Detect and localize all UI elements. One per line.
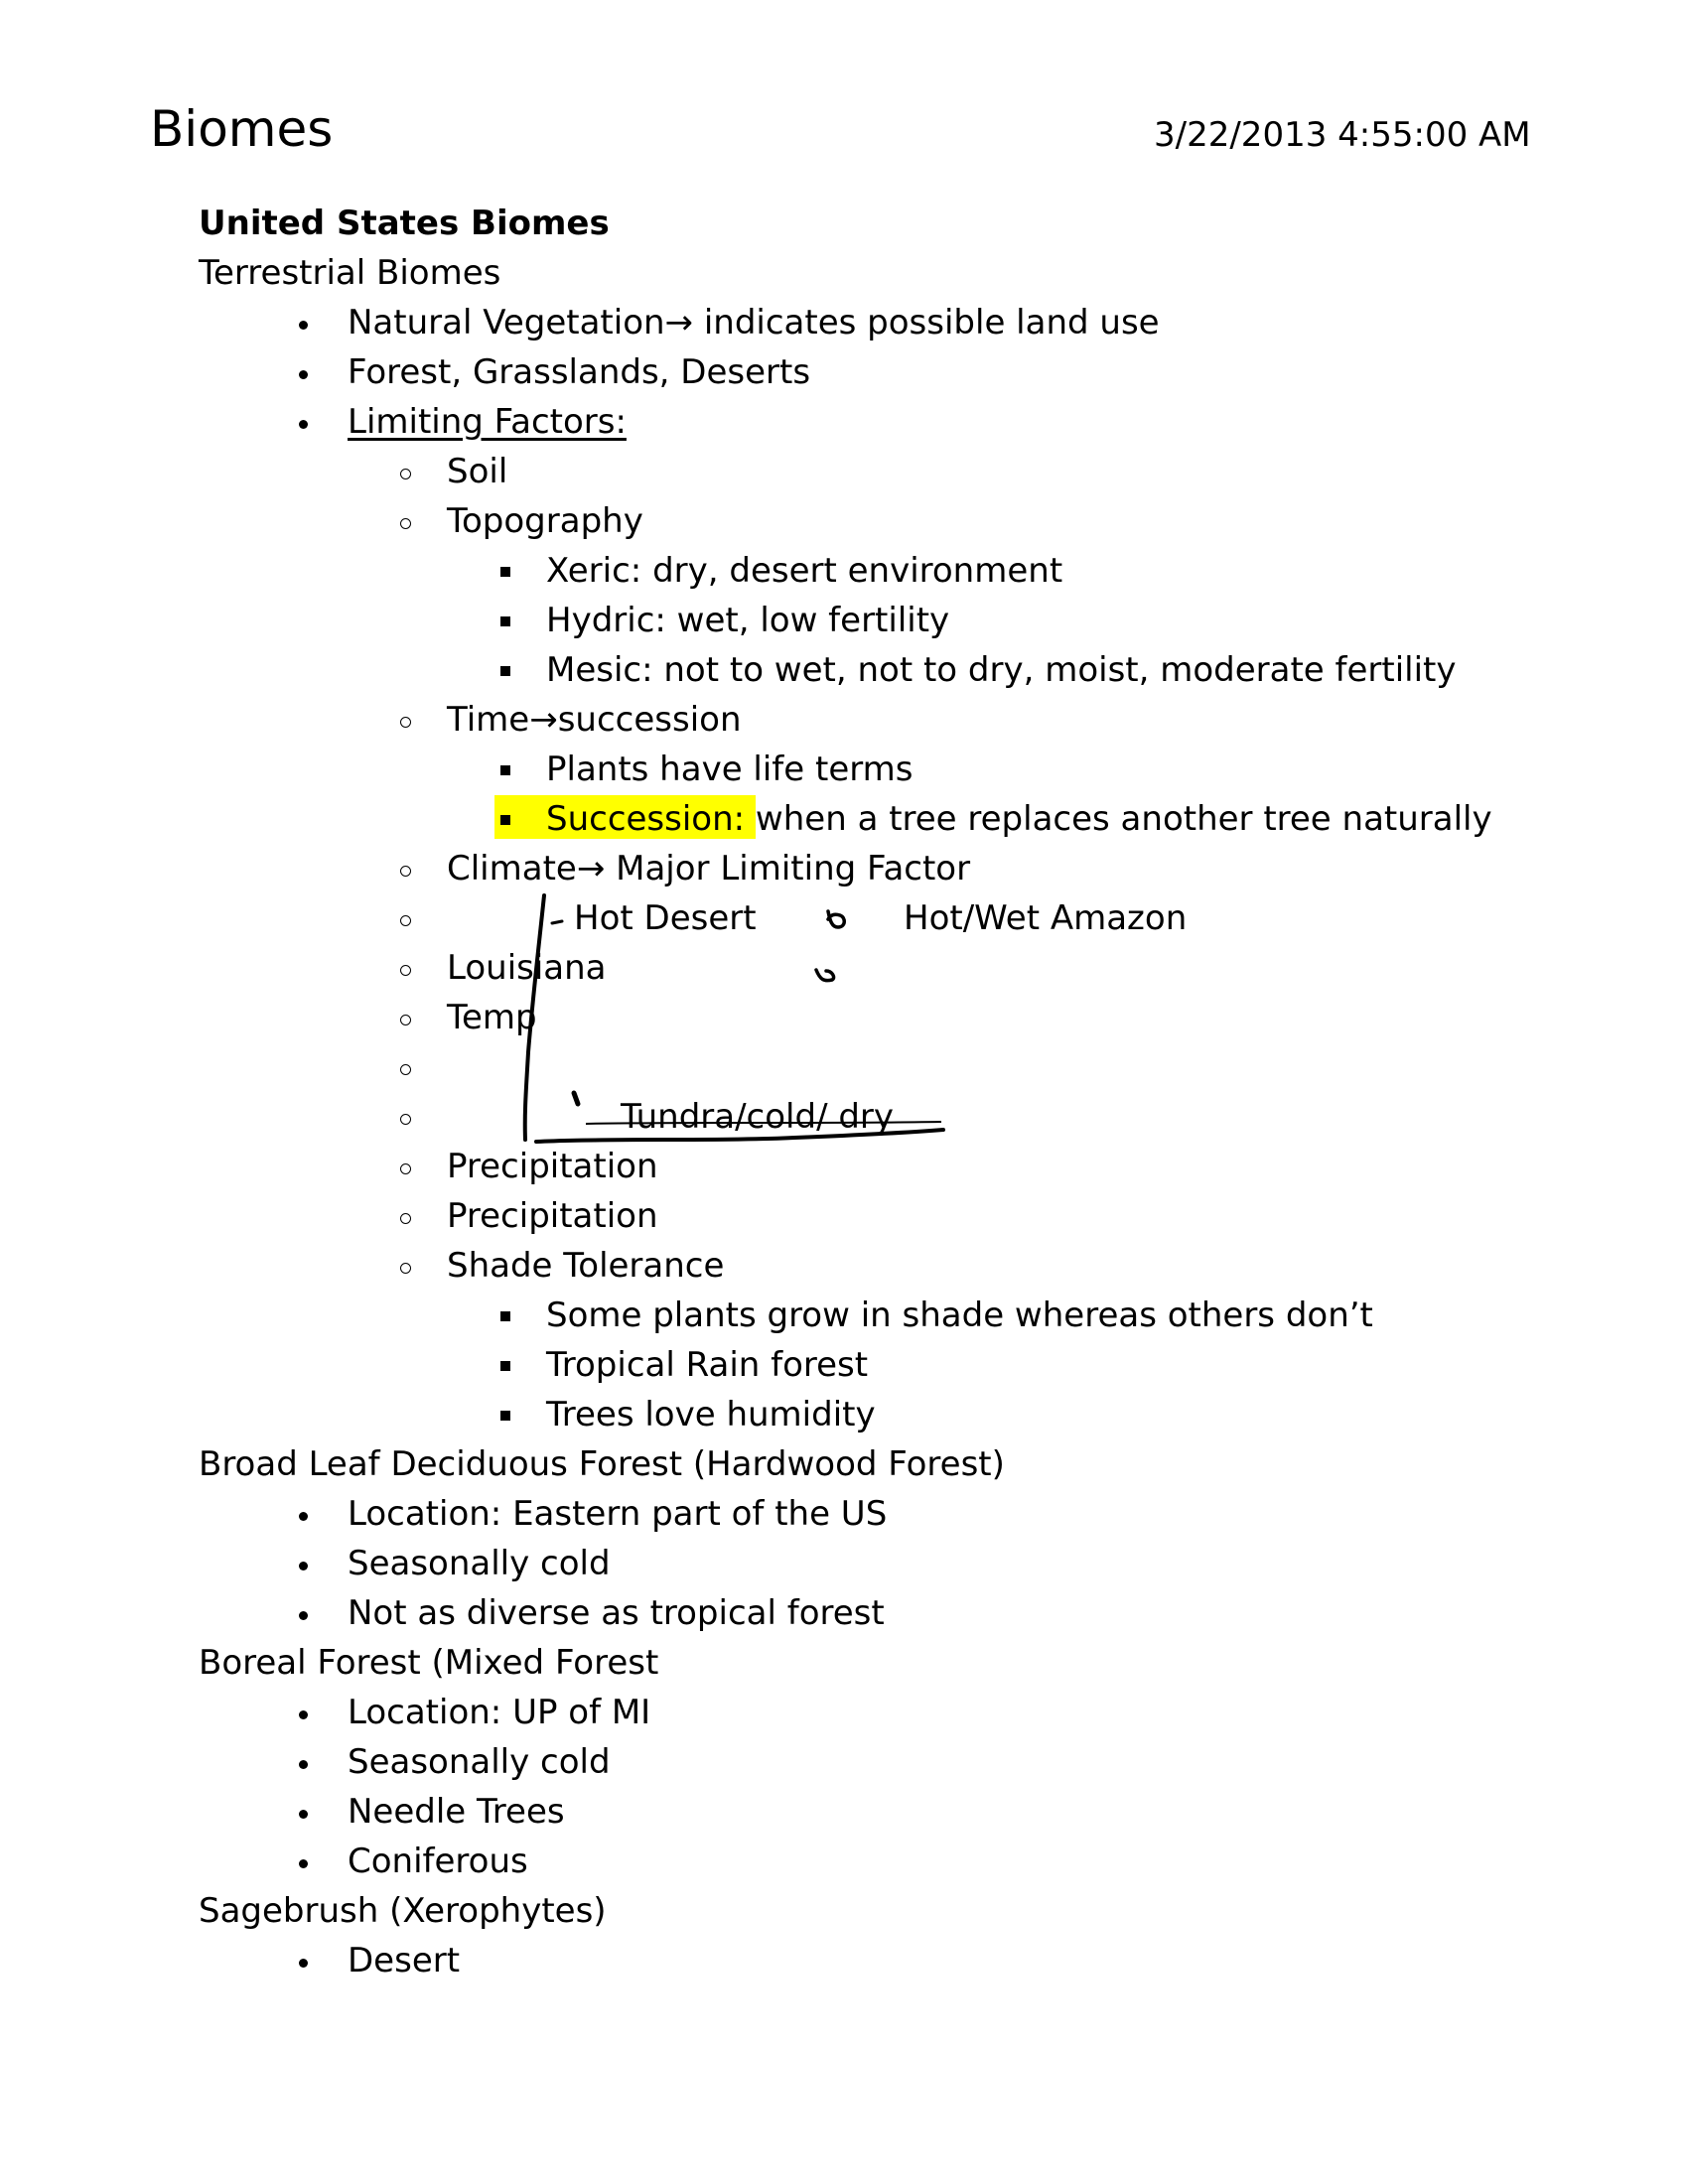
list-item: Natural Vegetation→ indicates possible land use xyxy=(348,303,1160,342)
bullet-disc xyxy=(299,1710,308,1719)
graph-label-hot-wet: Hot/Wet Amazon xyxy=(904,898,1188,938)
graph-label-tundra: Tundra/cold/ dry xyxy=(621,1097,895,1137)
highlighted-term: Succession: xyxy=(546,799,746,839)
bullet-circle xyxy=(400,1213,411,1224)
list-item: Temp xyxy=(447,998,537,1037)
list-item: Precipitation xyxy=(447,1196,658,1236)
graph-label-hot-desert: Hot Desert xyxy=(574,898,757,938)
bullet-square xyxy=(500,1311,510,1321)
list-item: Not as diverse as tropical forest xyxy=(348,1593,885,1633)
document-datetime: 3/22/2013 4:55:00 AM xyxy=(1154,115,1531,155)
list-item: Seasonally cold xyxy=(348,1742,611,1782)
bullet-disc xyxy=(299,1611,308,1620)
subheading-boreal: Boreal Forest (Mixed Forest xyxy=(199,1643,659,1683)
bullet-circle xyxy=(400,1163,411,1174)
list-item: Tropical Rain forest xyxy=(546,1345,869,1385)
bullet-square xyxy=(500,1361,510,1371)
bullet-square xyxy=(500,1411,510,1421)
list-item: Soil xyxy=(447,452,508,491)
list-item: Shade Tolerance xyxy=(447,1246,725,1286)
subheading-sagebrush: Sagebrush (Xerophytes) xyxy=(199,1891,607,1931)
list-item: Trees love humidity xyxy=(546,1395,876,1434)
list-item: Limiting Factors: xyxy=(348,402,627,442)
term-definition: when a tree replaces another tree naturally xyxy=(745,799,1492,839)
list-item: Time→succession xyxy=(447,700,742,740)
list-item: Hydric: wet, low fertility xyxy=(546,601,950,640)
list-item: Climate→ Major Limiting Factor xyxy=(447,849,971,888)
list-item: Location: UP of MI xyxy=(348,1693,651,1732)
list-item: Seasonally cold xyxy=(348,1544,611,1583)
subheading-broadleaf: Broad Leaf Deciduous Forest (Hardwood Forest) xyxy=(199,1444,1005,1484)
list-item: Some plants grow in shade whereas others don’t xyxy=(546,1296,1373,1335)
bullet-circle xyxy=(400,1263,411,1274)
bullet-disc xyxy=(299,1562,308,1570)
list-item: Plants have life terms xyxy=(546,750,914,789)
list-item: Mesic: not to wet, not to dry, moist, moderate fertility xyxy=(546,650,1457,690)
section-heading: United States Biomes xyxy=(199,204,610,243)
list-item: Desert xyxy=(348,1941,461,1980)
list-item: Precipitation xyxy=(447,1147,658,1186)
page-title: Biomes xyxy=(150,100,334,158)
bullet-disc xyxy=(299,1810,308,1819)
list-item: Xeric: dry, desert environment xyxy=(546,551,1063,591)
bullet-disc xyxy=(299,1512,308,1521)
list-item: Coniferous xyxy=(348,1842,528,1881)
bullet-disc xyxy=(299,1760,308,1769)
list-item: Topography xyxy=(447,501,643,541)
list-item: Location: Eastern part of the US xyxy=(348,1494,888,1534)
subheading-terrestrial: Terrestrial Biomes xyxy=(199,253,501,293)
list-item: Needle Trees xyxy=(348,1792,565,1832)
list-item: Louisiana xyxy=(447,948,607,988)
list-item: Forest, Grasslands, Deserts xyxy=(348,352,811,392)
bullet-disc xyxy=(299,1859,308,1868)
bullet-disc xyxy=(299,1959,308,1968)
